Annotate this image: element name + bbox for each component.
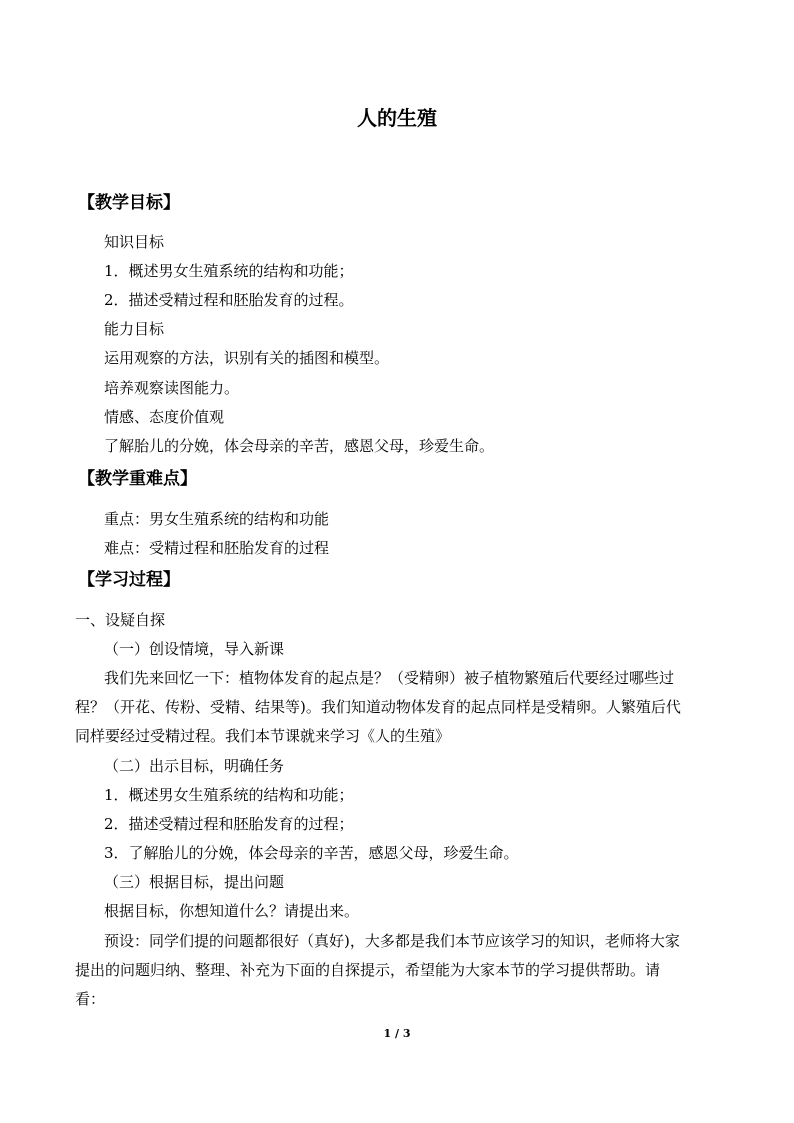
objective-line: 培养观察读图能力。 bbox=[104, 379, 240, 397]
document-title: 人的生殖 bbox=[357, 106, 437, 130]
process-line: 一、设疑自探 bbox=[75, 611, 166, 629]
key-point-line: 重点：男女生殖系统的结构和功能 bbox=[104, 510, 330, 528]
process-line: 看： bbox=[75, 990, 106, 1008]
section-heading-process: 【学习过程】 bbox=[78, 570, 180, 590]
process-line: 1．概述男女生殖系统的结构和功能； bbox=[104, 786, 354, 804]
objective-line: 能力目标 bbox=[104, 320, 165, 338]
process-line: 提出的问题归纳、整理、补充为下面的自探提示，希望能为大家本节的学习提供帮助。请 bbox=[75, 961, 661, 979]
process-line: （二）出示目标，明确任务 bbox=[104, 757, 285, 775]
process-line: 预设：同学们提的问题都很好（真好)，大多都是我们本节应该学习的知识，老师将大家 bbox=[104, 932, 680, 950]
section-heading-objectives: 【教学目标】 bbox=[78, 193, 180, 213]
process-line: 2．描述受精过程和胚胎发育的过程； bbox=[104, 815, 354, 833]
key-point-line: 难点：受精过程和胚胎发育的过程 bbox=[104, 539, 330, 557]
process-line: 程？（开花、传粉、受精、结果等)。我们知道动物体发育的起点同样是受精卵。人繁殖后代 bbox=[75, 698, 681, 716]
objective-line: 1．概述男女生殖系统的结构和功能； bbox=[104, 262, 354, 280]
objective-line: 了解胎儿的分娩，体会母亲的辛苦，感恩父母，珍爱生命。 bbox=[104, 437, 495, 455]
objective-line: 知识目标 bbox=[104, 233, 165, 251]
process-line: 根据目标，你想知道什么？请提出来。 bbox=[104, 902, 360, 920]
section-heading-key-points: 【教学重难点】 bbox=[78, 469, 197, 489]
process-line: 同样要经过受精过程。我们本节课就来学习《人的生殖》 bbox=[75, 727, 451, 745]
process-line: 我们先来回忆一下：植物体发育的起点是？（受精卵）被子植物繁殖后代要经过哪些过 bbox=[104, 669, 675, 687]
process-line: （一）创设情境，导入新课 bbox=[104, 640, 285, 658]
objective-line: 情感、态度价值观 bbox=[104, 408, 225, 426]
process-line: 3．了解胎儿的分娩，体会母亲的辛苦，感恩父母，珍爱生命。 bbox=[104, 844, 519, 862]
objective-line: 2．描述受精过程和胚胎发育的过程。 bbox=[104, 291, 354, 309]
process-line: （三）根据目标，提出问题 bbox=[104, 873, 285, 891]
objective-line: 运用观察的方法，识别有关的插图和模型。 bbox=[104, 349, 390, 367]
page-indicator: 1 / 3 bbox=[383, 1027, 411, 1040]
